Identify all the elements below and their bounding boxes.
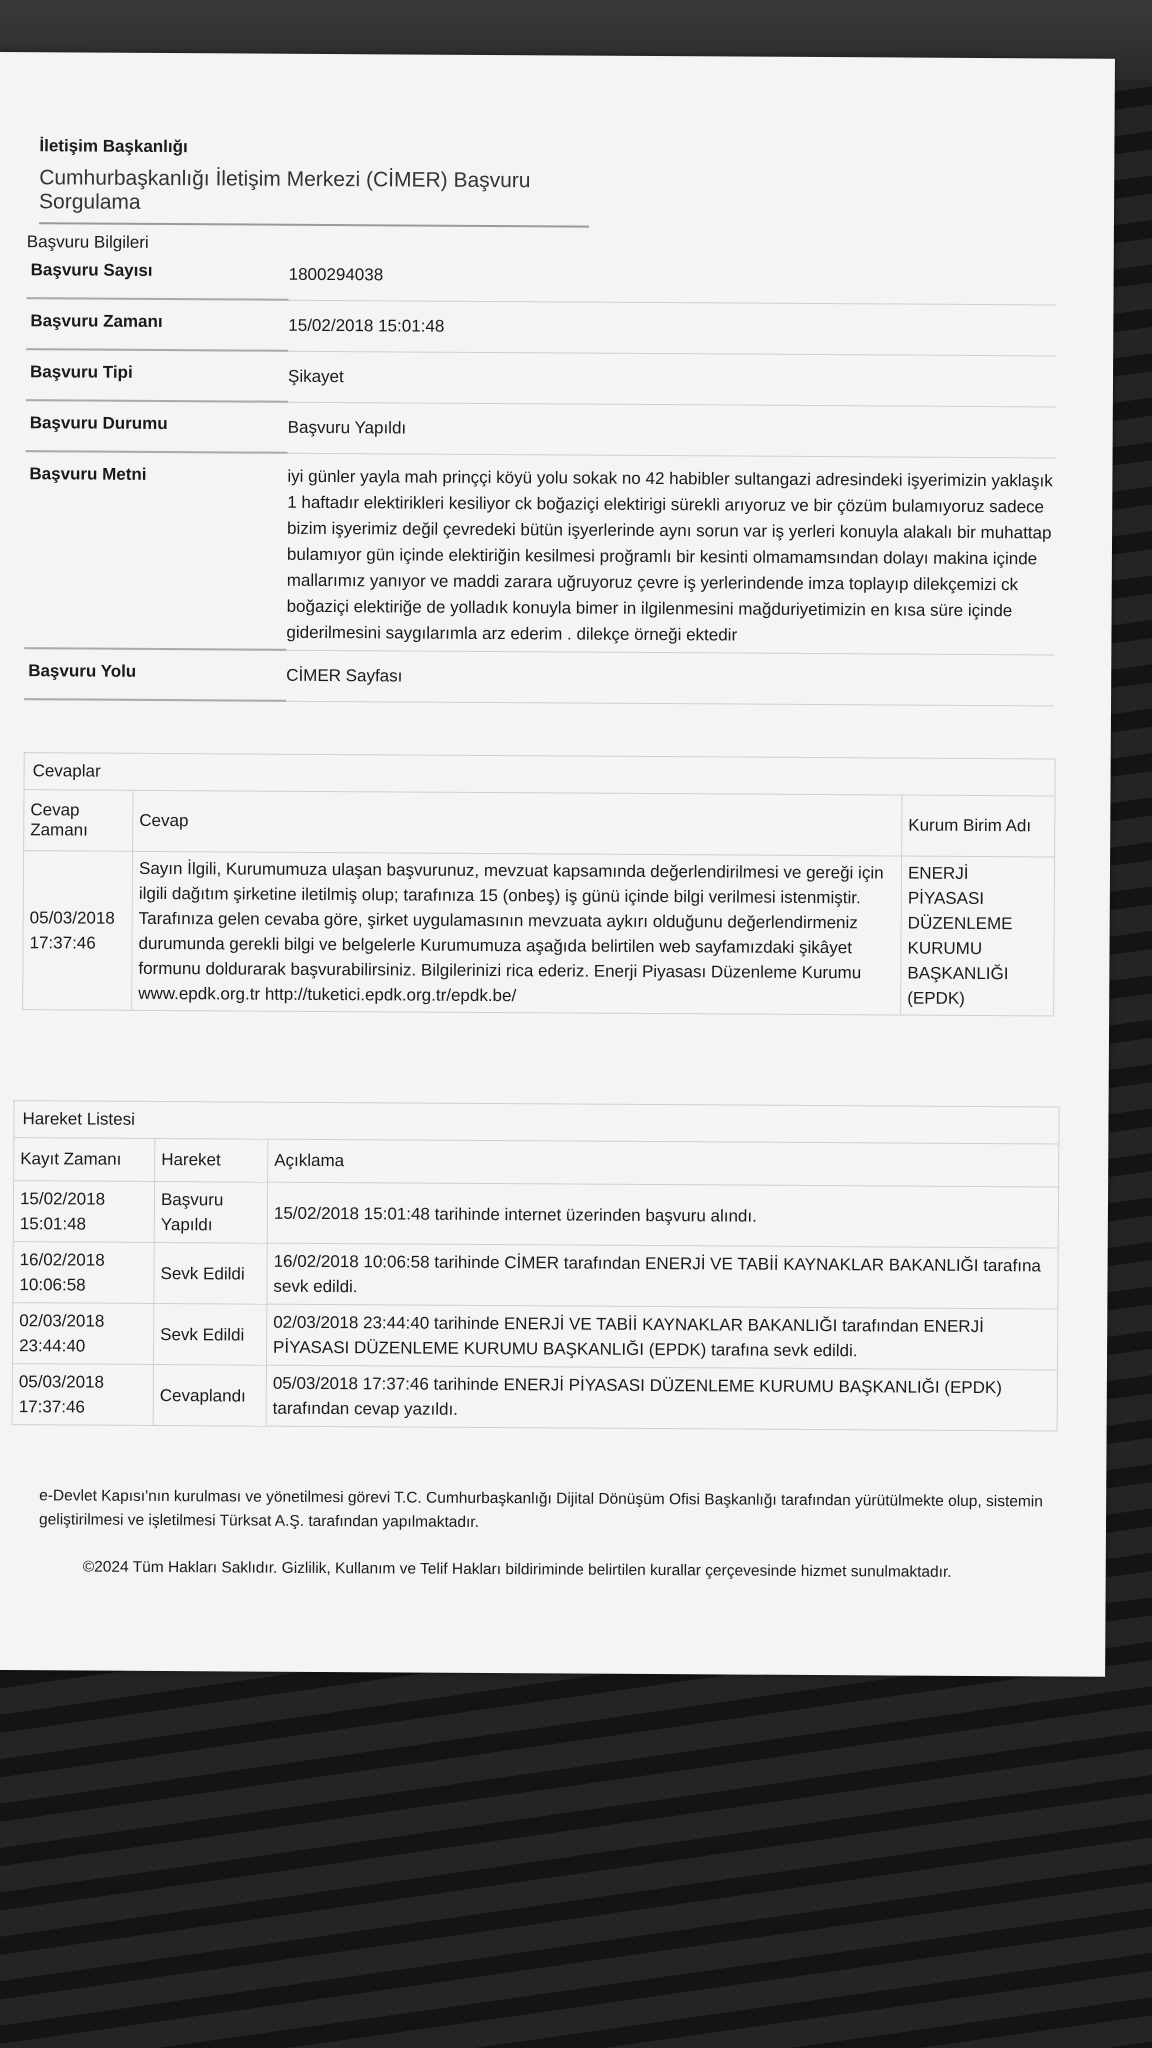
kayit-zaman-cell: 05/03/2018 17:37:46 bbox=[12, 1364, 153, 1426]
hareket-cell: Başvuru Yapıldı bbox=[154, 1181, 267, 1243]
info-label: Başvuru Metni bbox=[24, 452, 287, 651]
table-row bbox=[13, 1242, 1058, 1309]
hareket-table bbox=[12, 1137, 1060, 1431]
info-value-metin: iyi günler yayla mah prinççi köyü yolu sokak no 42 habibler sultangazi adresindeki işyerimizin yaklaşık 1 haftadır elektirikleri kesiliyor ck boğaziçi elektirigi sürekli arıyoruz ve bir çözüm bulamıyoruz sadece bizim işyerimiz değil çevredeki bütün işyerlerinde aynı sorun var iş yerleri konuyla alakalı bir muhattap bulamıyor gün içinde elektiriğin kesilmesi proğramlı bir kesinti olmamamsından dolayı makina içinde mallarımız yanıyor ve maddi zarara uğruyoruz çevre iş yerlerindende imza toplayıp dilekçemizi ck boğaziçi elektiriğe de yolladık konuyla bimer in ilgilenmesini mağduriyetimizin en kısa süre içinde giderilmesini saygılarımla arz ederim . dilekçe örneği ektedir bbox=[286, 466, 1053, 645]
col-cevap: Cevap bbox=[133, 790, 902, 856]
section-basvuru-bilgileri: Başvuru Bilgileri bbox=[26, 232, 149, 252]
info-label: Başvuru Tipi bbox=[26, 350, 288, 403]
info-row-durum bbox=[26, 401, 1056, 458]
table-row bbox=[12, 1364, 1057, 1431]
info-row-metin bbox=[24, 452, 1055, 655]
info-value: Başvuru Yapıldı bbox=[287, 417, 407, 438]
table-row bbox=[12, 1303, 1057, 1370]
col-hareket: Hareket bbox=[155, 1138, 268, 1182]
col-aciklama: Açıklama bbox=[268, 1139, 1059, 1187]
info-value: Şikayet bbox=[287, 366, 344, 387]
table-row bbox=[13, 1181, 1058, 1248]
aciklama-cell: 02/03/2018 23:44:40 tarihinde ENERJİ VE TABİİ KAYNAKLAR BAKANLIĞI tarafından ENERJİ PİYASASI DÜZENLEME KURUMU BAŞKANLIĞI (EPDK) tarafına sevk edildi. bbox=[266, 1304, 1057, 1370]
cevap-kurum-cell: ENERJİ PİYASASI DÜZENLEME KURUMU BAŞKANLIĞI (EPDK) bbox=[901, 856, 1055, 1016]
info-label: Başvuru Durumu bbox=[26, 401, 288, 454]
hareket-cell: Sevk Edildi bbox=[153, 1303, 266, 1365]
cevap-text-cell: Sayın İlgili, Kurumumuza ulaşan başvurunuz, mevzuat kapsamında değerlendirilmesi ve gereği için ilgili dağıtım şirketine iletilmiş olup; tarafınıza 15 (onbeş) iş günü içinde bilgi verilmesi istenmiştir. Tarafınıza gelen cevaba göre, şirket uygulamasının mevzuata aykırı olduğunu değerlendirmeniz durumunda gerekli bilgi ve belgelerle Kurumumuza aşağıda belirtilen web sayfamızdaki şikâyet formunu doldurarak başvurabilirsiniz. Bilgilerinizi rica ederiz. Enerji Piyasası Düzenleme Kurumu www.epdk.org.tr http://tuketici.epdk.org.tr/epdk.be/ bbox=[132, 851, 902, 1015]
footer-edevlet-note: e-Devlet Kapısı'nın kurulması ve yönetilmesi görevi T.C. Cumhurbaşkanlığı Dijital Dönüşüm Ofisi Başkanlığı tarafından yürütülmekte olup, sistemin geliştirilmesi ve işletilmesi Türksat A.Ş. tarafından yapılmaktadır. bbox=[38, 1487, 1043, 1531]
cevap-zaman-cell: 05/03/2018 17:37:46 bbox=[23, 851, 133, 1011]
aciklama-cell: 15/02/2018 15:01:48 tarihinde internet üzerinden başvuru alındı. bbox=[267, 1182, 1058, 1248]
hareket-cell: Cevaplandı bbox=[153, 1364, 266, 1426]
info-value: 15/02/2018 15:01:48 bbox=[288, 315, 445, 336]
info-value: CİMER Sayfası bbox=[286, 665, 403, 686]
info-value: 1800294038 bbox=[288, 264, 384, 285]
cevaplar-caption: Cevaplar bbox=[23, 752, 1055, 795]
info-row-yol bbox=[24, 649, 1054, 706]
footer-copyright: ©2024 Tüm Hakları Saklıdır. Gizlilik, Kullanım ve Telif Hakları bildiriminde belirtilen kurallar çerçevesinde hizmet sunulmaktadır. bbox=[82, 1558, 952, 1581]
info-label: Başvuru Sayısı bbox=[26, 256, 288, 301]
table-row bbox=[23, 851, 1055, 1016]
col-kayit-zamani: Kayıt Zamanı bbox=[14, 1138, 155, 1182]
info-row-zaman bbox=[26, 299, 1056, 356]
cevaplar-section bbox=[22, 752, 1056, 1016]
kayit-zaman-cell: 15/02/2018 15:01:48 bbox=[13, 1181, 154, 1243]
printed-page bbox=[0, 52, 1115, 1677]
col-kurum-birim: Kurum Birim Adı bbox=[902, 795, 1055, 857]
table-header-row bbox=[24, 790, 1055, 857]
kayit-zaman-cell: 02/03/2018 23:44:40 bbox=[12, 1303, 153, 1365]
page-title: Cumhurbaşkanlığı İletişim Merkezi (CİMER) Başvuru Sorgulama bbox=[39, 166, 589, 227]
hareket-cell: Sevk Edildi bbox=[154, 1242, 267, 1304]
table-header-row bbox=[14, 1138, 1059, 1187]
info-row-sayi bbox=[26, 256, 1056, 305]
cevaplar-table bbox=[22, 789, 1055, 1016]
info-row-tip bbox=[26, 350, 1056, 407]
col-cevap-zamani: Cevap Zamanı bbox=[24, 790, 133, 852]
basvuru-info-list bbox=[24, 256, 1057, 706]
aciklama-cell: 05/03/2018 17:37:46 tarihinde ENERJİ PİYASASI DÜZENLEME KURUMU BAŞKANLIĞI (EPDK) tarafından cevap yazıldı. bbox=[266, 1365, 1057, 1431]
info-label: Başvuru Yolu bbox=[24, 649, 286, 702]
hareket-listesi-section bbox=[12, 1100, 1060, 1431]
org-name: İletişim Başkanlığı bbox=[39, 136, 188, 157]
hareket-caption: Hareket Listesi bbox=[13, 1100, 1059, 1143]
info-label: Başvuru Zamanı bbox=[26, 299, 288, 352]
kayit-zaman-cell: 16/02/2018 10:06:58 bbox=[13, 1242, 154, 1304]
aciklama-cell: 16/02/2018 10:06:58 tarihinde CİMER tarafından ENERJİ VE TABİİ KAYNAKLAR BAKANLIĞI tarafına sevk edildi. bbox=[267, 1243, 1058, 1309]
